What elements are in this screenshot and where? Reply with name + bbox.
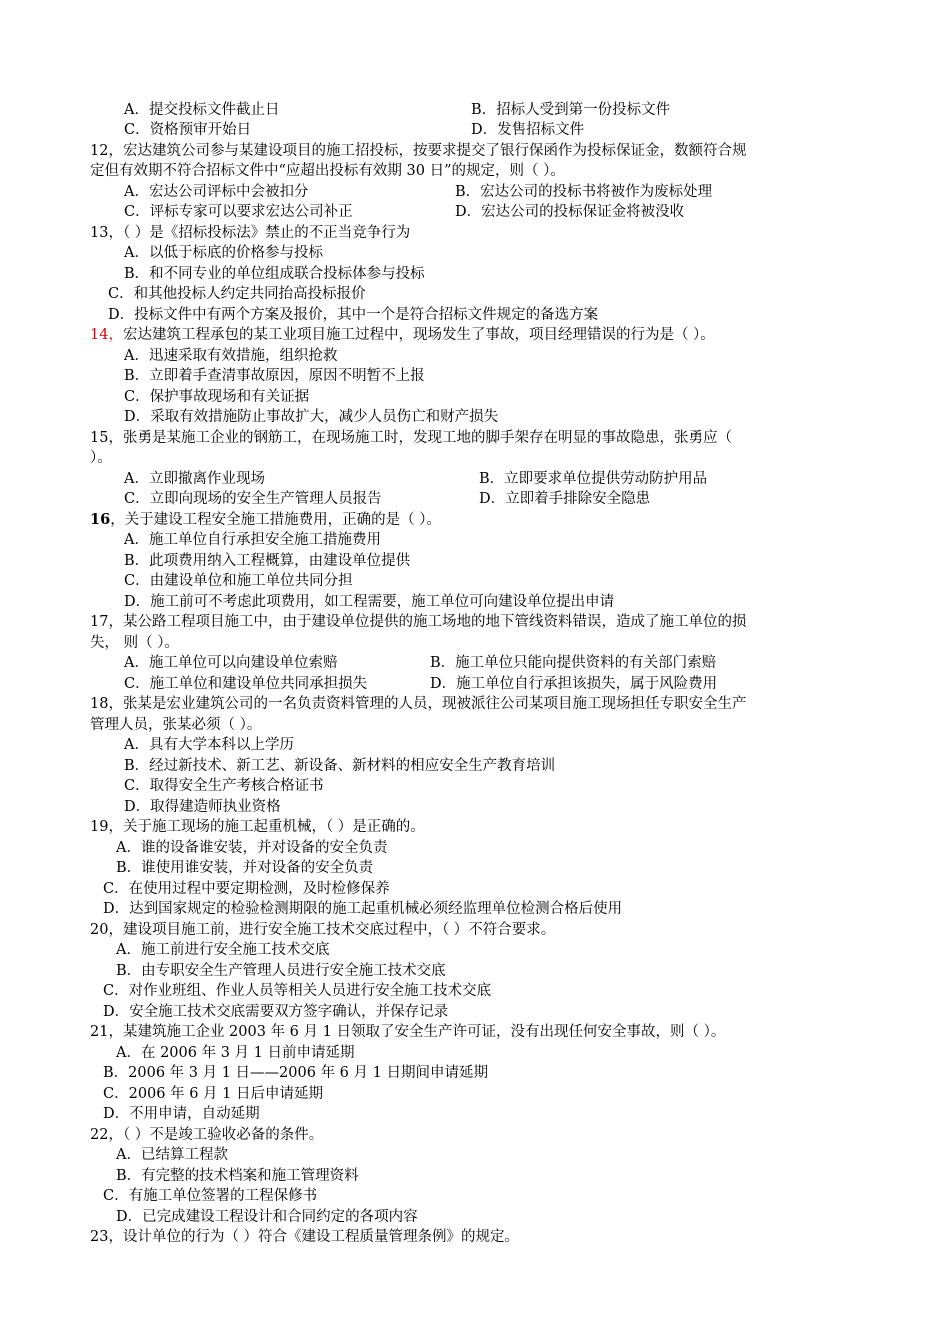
- option-b: B．2006 年 3 月 1 日——2006 年 6 月 1 日期间申请延期: [103, 1065, 488, 1081]
- question-13: 13，（ ）是《招标投标法》禁止的不正当竞争行为: [90, 225, 411, 241]
- option-b: B．立即要求单位提供劳动防护用品: [479, 471, 708, 487]
- option-c: C．有施工单位签署的工程保修书: [103, 1188, 318, 1204]
- option-d: D．立即着手排除安全隐患: [479, 491, 651, 507]
- question-17: 17，某公路工程项目施工中，由于建设单位提供的施工场地的地下管线资料错误，造成了施工单位的损: [90, 614, 747, 630]
- option-b: B．由专职安全生产管理人员进行安全施工技术交底: [116, 963, 446, 979]
- option-b: B．和不同专业的单位组成联合投标体参与投标: [124, 266, 425, 282]
- option-d: D．取得建造师执业资格: [124, 799, 281, 815]
- option-a: A．立即撤离作业现场: [124, 471, 265, 487]
- option-c: C．和其他投标人约定共同抬高投标报价: [108, 286, 366, 302]
- question-14: [90, 325, 715, 345]
- question-16: [90, 510, 441, 530]
- option-d: D．安全施工技术交底需要双方签字确认，并保存记录: [103, 1004, 449, 1020]
- option-c: C．立即向现场的安全生产管理人员报告: [124, 491, 382, 507]
- option-c: C．施工单位和建设单位共同承担损失: [124, 676, 368, 692]
- question-text: ）。: [90, 450, 112, 466]
- option-a: A．施工单位自行承担安全施工措施费用: [124, 532, 381, 548]
- option-d: D．施工前可不考虑此项费用，如工程需要，施工单位可向建设单位提出申请: [124, 594, 615, 610]
- question-12: 12，宏达建筑公司参与某建设项目的施工招投标，按要求提交了银行保函作为投标保证金，数额符合规: [90, 143, 747, 159]
- option-c: C．评标专家可以要求宏达公司补正: [124, 204, 353, 220]
- question-number: 14，: [90, 327, 123, 343]
- option-b: B．宏达公司的投标书将被作为废标处理: [455, 184, 713, 200]
- option-c: C．由建设单位和施工单位共同分担: [124, 573, 353, 589]
- option-b: B．有完整的技术档案和施工管理资料: [116, 1168, 359, 1184]
- option-b: B．立即着手查清事故原因，原因不明暂不上报: [124, 368, 425, 384]
- option-d: D．采取有效措施防止事故扩大，减少人员伤亡和财产损失: [124, 409, 499, 425]
- question-23: 23，设计单位的行为（ ）符合《建设工程质量管理条例》的规定。: [90, 1229, 520, 1245]
- question-text: 宏达建筑工程承包的某工业项目施工过程中，现场发生了事故，项目经理错误的行为是（ ）。: [122, 327, 715, 343]
- option-a: A．具有大学本科以上学历: [124, 737, 294, 753]
- question-15: 15，张勇是某施工企业的钢筋工，在现场施工时，发现工地的脚手架存在明显的事故隐患，张勇应（: [90, 430, 732, 446]
- option-a: A．迅速采取有效措施，组织抢救: [124, 348, 338, 364]
- question-text: 失， 则（ ）。: [90, 635, 179, 651]
- option-c: C．取得安全生产考核合格证书: [124, 778, 324, 794]
- question-20: 20，建设项目施工前，进行安全施工技术交底过程中，（ ）不符合要求。: [90, 922, 556, 938]
- option-b: B．此项费用纳入工程概算，由建设单位提供: [124, 553, 411, 569]
- question-text: 管理人员，张某必须（ ）。: [90, 717, 262, 733]
- option-d: D．投标文件中有两个方案及报价，其中一个是符合招标文件规定的备选方案: [108, 307, 599, 323]
- option-a: A．谁的设备谁安装，并对设备的安全负责: [116, 840, 388, 856]
- option-b: B．经过新技术、新工艺、新设备、新材料的相应安全生产教育培训: [124, 758, 556, 774]
- option-c: C．在使用过程中要定期检测，及时检修保养: [103, 881, 390, 897]
- option-c: C．资格预审开始日: [124, 122, 252, 138]
- option-c: C．2006 年 6 月 1 日后申请延期: [103, 1086, 323, 1102]
- option-d: D．施工单位自行承担该损失，属于风险费用: [430, 676, 718, 692]
- option-a: A．已结算工程款: [116, 1147, 228, 1163]
- option-c: C．保护事故现场和有关证据: [124, 389, 310, 405]
- question-22: 22，（ ）不是竣工验收必备的条件。: [90, 1127, 324, 1143]
- option-a: A．施工前进行安全施工技术交底: [116, 942, 330, 958]
- question-21: 21，某建筑施工企业 2003 年 6 月 1 日领取了安全生产许可证，没有出现任何安全事故，则（ ）。: [90, 1024, 726, 1040]
- option-a: A．宏达公司评标中会被扣分: [124, 184, 309, 200]
- option-d: D．已完成建设工程设计和合同约定的各项内容: [116, 1209, 418, 1225]
- option-a: A．以低于标底的价格参与投标: [124, 245, 323, 261]
- option-b: B．招标人受到第一份投标文件: [471, 102, 671, 118]
- question-number: 16: [90, 511, 111, 528]
- option-a: A．提交投标文件截止日: [124, 102, 280, 118]
- option-a: A．施工单位可以向建设单位索赔: [124, 655, 338, 671]
- option-d: D．宏达公司的投标保证金将被没收: [455, 204, 685, 220]
- question-18: 18，张某是宏业建筑公司的一名负责资料管理的人员，现被派往公司某项目施工现场担任专职安全生产: [90, 696, 747, 712]
- question-19: 19，关于施工现场的施工起重机械，（ ）是正确的。: [90, 819, 425, 835]
- option-b: B．施工单位只能向提供资料的有关部门索赔: [430, 655, 717, 671]
- option-d: D．不用申请，自动延期: [103, 1106, 260, 1122]
- question-text: 定但有效期不符合招标文件中“应超出投标有效期 30 日”的规定，则（ ）。: [90, 163, 565, 179]
- option-d: D．发售招标文件: [471, 122, 585, 138]
- option-c: C．对作业班组、作业人员等相关人员进行安全施工技术交底: [103, 983, 492, 999]
- option-d: D．达到国家规定的检验检测期限的施工起重机械必须经监理单位检测合格后使用: [103, 901, 623, 917]
- option-a: A．在 2006 年 3 月 1 日前申请延期: [116, 1045, 355, 1061]
- option-b: B．谁使用谁安装，并对设备的安全负责: [116, 860, 374, 876]
- question-text: ，关于建设工程安全施工措施费用，正确的是（ ）。: [110, 512, 442, 528]
